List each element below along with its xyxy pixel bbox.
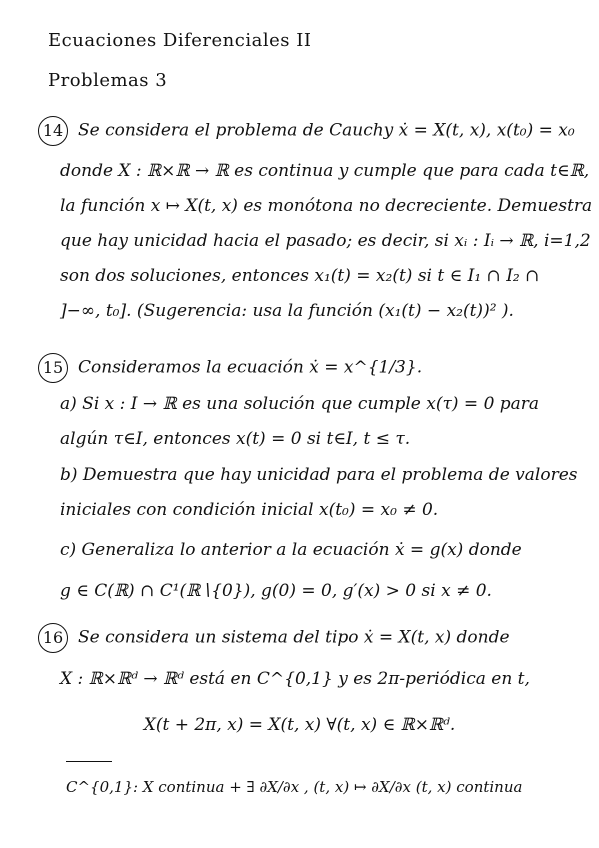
problem-15-line-1: 15 Consideramos la ecuación ẋ = x^{1/3}. [38, 353, 422, 383]
problem-14-line-1: 14 Se considera el problema de Cauchy ẋ = X(t, x), x(t₀) = x₀ [38, 116, 575, 146]
problem-16-number: 16 [38, 623, 68, 653]
problem-16-line-1: 16 Se considera un sistema del tipo ẋ = X(t, x) donde [38, 623, 510, 653]
problem-15-part-b-line-2: iniciales con condición inicial x(t₀) = x₀ ≠ 0. [60, 500, 439, 520]
problem-15-part-c-line-1: c) Generaliza lo anterior a la ecuación ẋ = g(x) donde [60, 540, 522, 560]
footnote-definition: C^{0,1}: X continua + ∃ ∂X/∂x , (t, x) ↦ ∂X/∂x (t, x) continua [66, 778, 523, 796]
problem-15-part-a-line-1: a) Si x : I → ℝ es una solución que cumple x(τ) = 0 para [60, 394, 540, 414]
footnote-rule [66, 761, 112, 762]
problem-15-part-b-line-1: b) Demuestra que hay unicidad para el problema de valores [60, 465, 578, 485]
problem-16-periodicity-equation: X(t + 2π, x) = X(t, x) ∀(t, x) ∈ ℝ×ℝᵈ. [143, 715, 456, 735]
problem-14-line-2: donde X : ℝ×ℝ → ℝ es continua y cumple que para cada t∈ℝ, [60, 161, 590, 181]
problem-15-number: 15 [38, 353, 68, 383]
sheet-title: Problemas 3 [48, 70, 168, 91]
problem-14-number: 14 [38, 116, 68, 146]
problem-14-line-6: ]−∞, t₀]. (Sugerencia: usa la función (x₁(t) − x₂(t))² ). [60, 301, 514, 321]
problem-15-part-c-line-2: g ∈ C(ℝ) ∩ C¹(ℝ∖{0}), g(0) = 0, g′(x) > 0 si x ≠ 0. [60, 581, 492, 601]
problem-15-part-a-line-2: algún τ∈I, entonces x(t) = 0 si t∈I, t ≤ τ. [60, 429, 411, 449]
problem-16-line-2: X : ℝ×ℝᵈ → ℝᵈ está en C^{0,1} y es 2π-periódica en t, [60, 669, 530, 689]
problem-14-line-5: son dos soluciones, entonces x₁(t) = x₂(t) si t ∈ I₁ ∩ I₂ ∩ [60, 266, 540, 286]
problem-14-line-4: que hay unicidad hacia el pasado; es decir, si xᵢ : Iᵢ → ℝ, i=1,2 [60, 231, 591, 251]
problem-14-line-3: la función x ↦ X(t, x) es monótona no decreciente. Demuestra [60, 196, 593, 216]
course-title: Ecuaciones Diferenciales II [48, 30, 312, 51]
